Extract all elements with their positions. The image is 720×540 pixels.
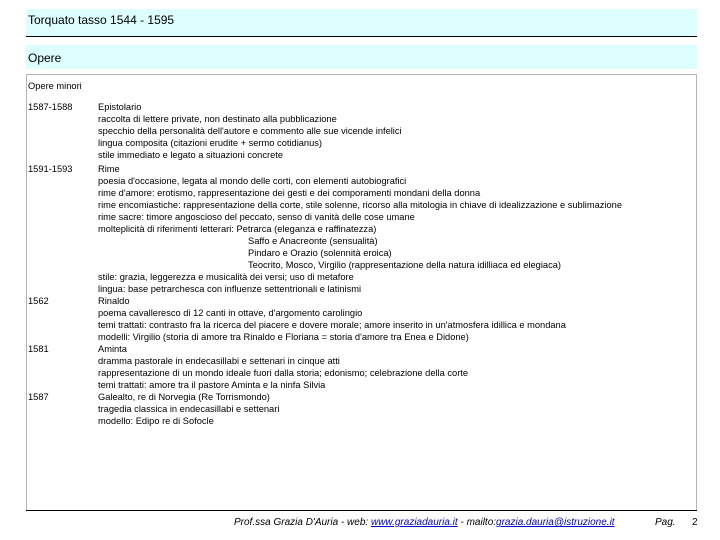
entry-title: Galealto, re di Norvegia (Re Torrismondo) [98, 392, 270, 402]
footer-author: Prof.ssa Grazia D'Auria - web: [234, 517, 369, 528]
footer-mail-prefix: - mailto: [460, 517, 497, 528]
section-title: Opere [28, 51, 62, 65]
web-link[interactable]: www.graziadauria.it [370, 517, 458, 528]
entry-line: dramma pastorale in endecasillabi e settenari in cinque atti [98, 355, 340, 366]
entry-line: Saffo e Anacreonte (sensualità) [248, 235, 378, 246]
page-label: Pag. [655, 517, 676, 528]
entry-title: Aminta [98, 344, 127, 354]
entry-date: 1562 [28, 296, 49, 306]
content-box [26, 74, 697, 511]
entry-description [98, 164, 694, 295]
entry-line: stile: grazia, leggerezza e musicalità dei versi; uso di metafore [98, 271, 354, 282]
section-header-bar [26, 45, 697, 69]
entry-line: lingua composita (citazioni erudite + sermo cotidianus) [98, 137, 323, 148]
entry-line: modello: Edipo re di Sofocle [98, 415, 214, 426]
entry-description [98, 296, 694, 344]
entry-line: Pindaro e Orazio (solennità eroica) [248, 247, 392, 258]
entry-description [98, 344, 694, 392]
entry-title: Epistolario [98, 102, 142, 112]
entry-line: poesia d'occasione, legata al mondo delle corti, con elementi autobiografici [98, 175, 407, 186]
entry-line: temi trattati: amore tra il pastore Aminta e la ninfa Silvia [98, 379, 326, 390]
entry-line: stile immediato e legato a situazioni concrete [98, 149, 284, 160]
entry-date: 1587 [28, 392, 49, 402]
entry-date: 1581 [28, 344, 49, 354]
email-link[interactable]: grazia.dauria@istruzione.it [496, 517, 615, 528]
slide-title: Torquato tasso 1544 - 1595 [28, 13, 175, 27]
footer [26, 510, 697, 535]
entry-line: poema cavalleresco di 12 canti in ottave, d'argomento carolingio [98, 307, 363, 318]
entry-date: 1587-1588 [28, 102, 73, 112]
page-number: 2 [692, 517, 698, 528]
entry-line: molteplicità di riferimenti letterari: Petrarca (eleganza e raffinatezza) [98, 223, 377, 234]
entry-line: raccolta di lettere private, non destinato alla pubblicazione [98, 113, 337, 124]
entry-line: lingua: base petrarchesca con influenze settentrionali e latinismi [98, 283, 362, 294]
entry-line: rime sacre: timore angoscioso del peccato, senso di vanità delle cose umane [98, 211, 415, 222]
entry-line: rappresentazione di un mondo ideale fuori dalla storia; edonismo; celebrazione della corte [98, 367, 469, 378]
entry-line: specchio della personalità dell'autore e commento alle sue vicende infelici [98, 125, 402, 136]
subheading: Opere minori [28, 81, 82, 91]
entry-line: Teocrito, Mosco, Virgilio (rappresentazione della natura idilliaca ed elegiaca) [248, 259, 561, 270]
entry-title: Rinaldo [98, 296, 130, 306]
entry-description [98, 102, 694, 162]
entry-line: modelli: Virgilio (storia di amore tra Rinaldo e Floriana = storia d'amore tra Enea e Didone) [98, 331, 469, 342]
entry-description [98, 392, 694, 428]
entry-title: Rime [98, 164, 120, 174]
entry-date: 1591-1593 [28, 164, 73, 174]
entry-line: temi trattati: contrasto fra la ricerca del piacere e dovere morale; amore inserito in un'atmosfera idillica e mondana [98, 319, 566, 330]
footer-credits [234, 517, 615, 528]
entry-line: rime d'amore: erotismo, rappresentazione dei gesti e dei comporamenti mondani della donna [98, 187, 481, 198]
slide-title-bar [26, 9, 697, 37]
entry-line: tragedia classica in endecasillabi e settenari [98, 403, 280, 414]
entry-line: rime encomiastiche: rappresentazione della corte, stile solenne, ricorso alla mitologia in chiave di idealizzazione e sublimazione [98, 199, 622, 210]
